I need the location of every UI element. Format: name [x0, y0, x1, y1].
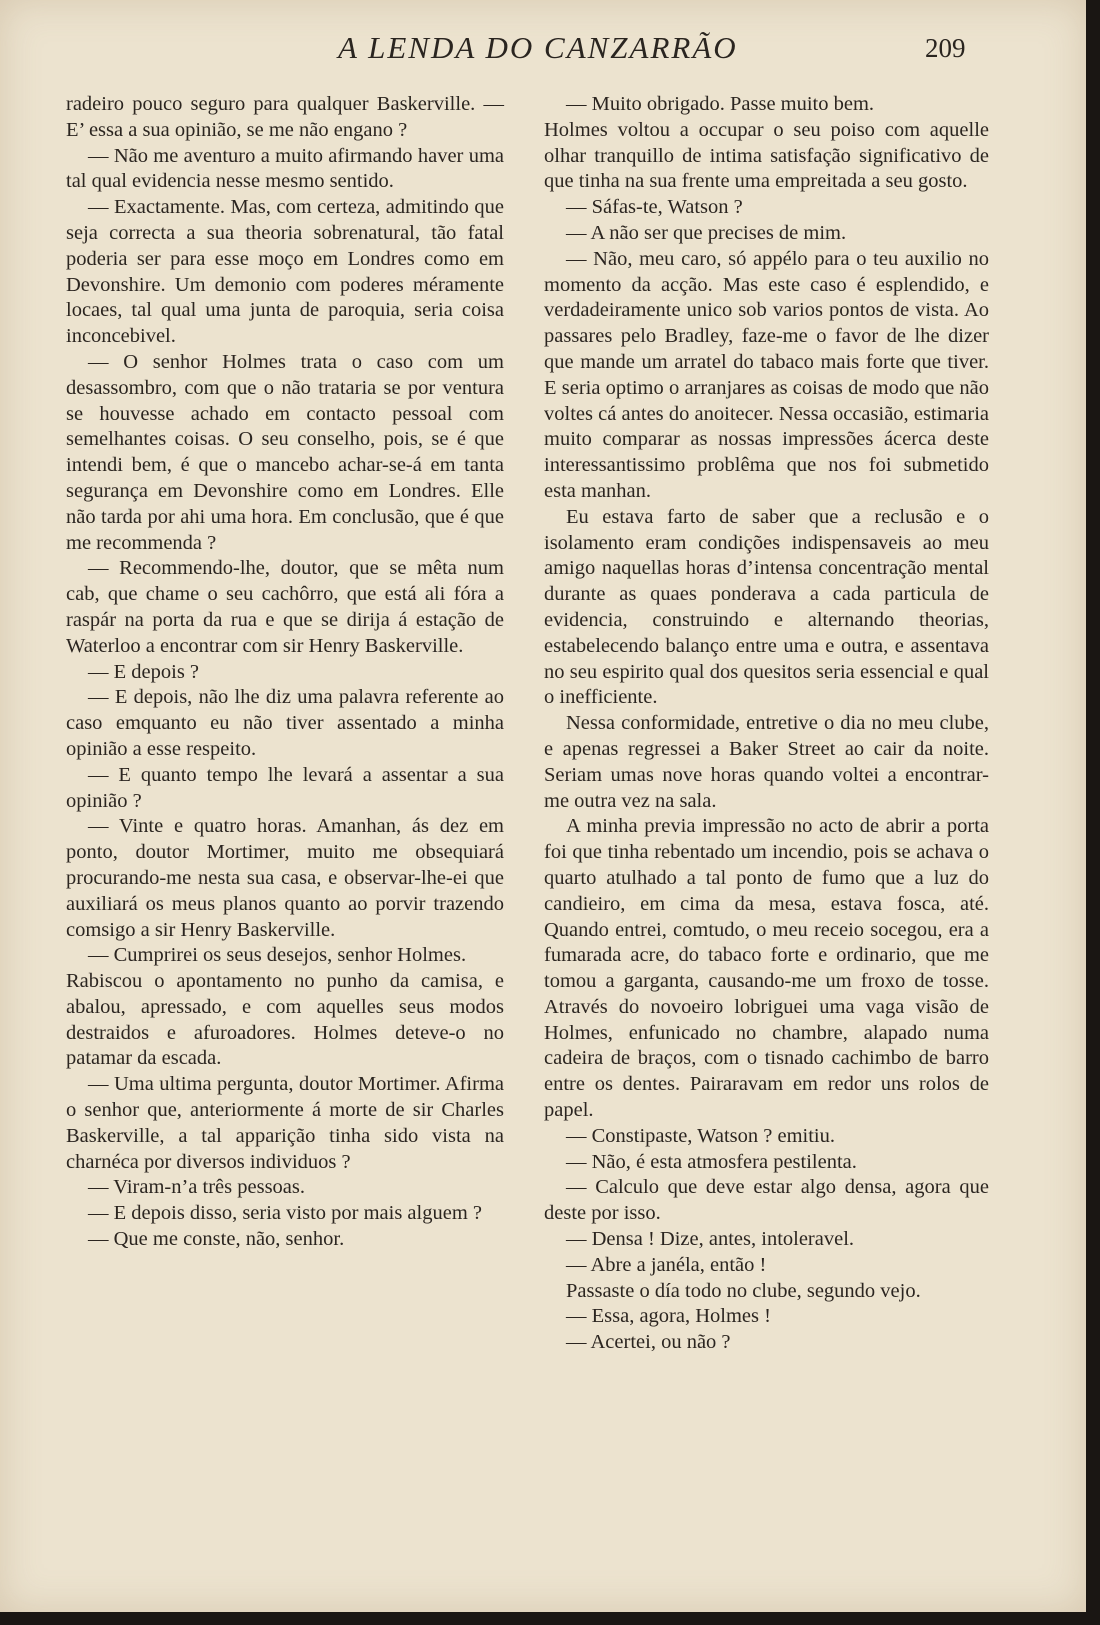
page-number: 209: [925, 33, 966, 63]
left-text-column: [66, 92, 504, 1253]
paragraph: — Exactamente. Mas, com certeza, admitindo que seja correcta a sua theoria sobrenatural, tão fatal poderia ser para esse moço em Londres como em Devonshire. Um demonio com poderes méramente locaes, tal qual uma junta de paroquia, seria coisa inconcebivel.: [66, 196, 504, 348]
paragraph: — Essa, agora, Holmes !: [566, 1305, 771, 1328]
paragraph: — Abre a janéla, então !: [566, 1253, 767, 1276]
paragraph: — Vinte e quatro horas. Amanhan, ás dez em ponto, doutor Mortimer, muito me obsequiará procurando-me nesta sua casa, e observar-lhe-ei que auxiliará os meus planos quanto ao porvir trazendo comsigo a sir Henry Baskerville.: [66, 815, 504, 941]
paragraph: — Cumprirei os seus desejos, senhor Holmes.: [88, 944, 467, 967]
paragraph: — Uma ultima pergunta, doutor Mortimer. Afirma o senhor que, anteriormente á morte de sir Charles Baskerville, a tal apparição tinha sido vista na charnéca por diversos individuos ?: [66, 1073, 504, 1173]
running-title: A LENDA DO CANZARRÃO: [338, 30, 738, 65]
paragraph: Nessa conformidade, entretive o dia no meu clube, e apenas regressei a Baker Street ao cair da noite. Seriam umas nove horas quando voltei a encontrar-me outra vez na sala.: [544, 712, 989, 812]
paragraph: Rabiscou o apontamento no punho da camisa, e abalou, apressado, e com aquelles seus modos destraidos e afuroadores. Holmes deteve-o no patamar da escada.: [66, 970, 504, 1070]
paragraph: — Não, é esta atmosfera pestilenta.: [566, 1150, 857, 1173]
paragraph: radeiro pouco seguro para qualquer Baskerville. — E’ essa a sua opinião, se me não engano ?: [66, 93, 504, 141]
paragraph: Eu estava farto de saber que a reclusão e o isolamento eram condições indispensaveis ao meu amigo naquellas horas d’intensa concentração mental durante as quaes ponderava a cada particula de evidencia, construindo e alternando theorias, estabelecendo balanço entre uma e outra, e assentava no seu espirito qual dos quesitos seria essencial e qual o inefficiente.: [544, 505, 989, 709]
paragraph: — E depois, não lhe diz uma palavra referente ao caso emquanto eu não tiver assentado a minha opinião a esse respeito.: [66, 686, 504, 760]
paragraph: — Viram-n’a três pessoas.: [88, 1176, 306, 1199]
right-text-column: [544, 92, 989, 1356]
paragraph: A minha previa impressão no acto de abrir a porta foi que tinha rebentado um incendio, pois se achava o quarto atulhado a tal ponto de fumo que a luz do candieiro, em cima da mesa, estava fosca, até. Quando entrei, comtudo, o meu receio socegou, era a fumarada acre, do tabaco forte e ordinario, que me tomou a garganta, causando-me um froxo de tosse. Através do novoeiro lobriguei uma vaga visão de Holmes, enfunicado no chambre, alapado numa cadeira de braços, com o tisnado cachimbo de barro entre os dentes. Pairaravam em redor uns rolos de papel.: [544, 815, 989, 1122]
paragraph: — E depois disso, seria visto por mais alguem ?: [88, 1202, 482, 1225]
paragraph: — Sáfas-te, Watson ?: [566, 196, 743, 219]
paragraph: Passaste o día todo no clube, segundo vejo.: [566, 1279, 921, 1302]
paragraph: — Densa ! Dize, antes, intoleravel.: [566, 1228, 855, 1251]
paragraph: — E quanto tempo lhe levará a assentar a sua opinião ?: [66, 763, 504, 812]
paragraph: — Calculo que deve estar algo densa, agora que deste por isso.: [544, 1176, 989, 1225]
paragraph: Holmes voltou a occupar o seu poiso com aquelle olhar tranquillo de intima satisfação significativo de que tinha na sua frente uma empreitada a seu gosto.: [544, 118, 989, 193]
paragraph: — A não ser que precises de mim.: [566, 221, 847, 244]
paragraph: — Não me aventuro a muito afirmando haver uma tal qual evidencia nesse mesmo sentido.: [66, 144, 504, 193]
paragraph: — E depois ?: [88, 660, 200, 683]
paragraph: — Que me conste, não, senhor.: [88, 1228, 345, 1251]
paragraph: — Recommendo-lhe, doutor, que se mêta num cab, que chame o seu cachôrro, que está ali fóra a raspár na porta da rua e que se dirija á estação de Waterloo a encontrar com sir Henry Baskerville.: [66, 557, 504, 657]
paragraph: — O senhor Holmes trata o caso com um desassombro, com que o não trataria se por ventura se houvesse achado em contacto pessoal com semelhantes coisas. O seu conselho, pois, se é que intendi bem, é que o mancebo achar-se-á em tanta segurança em Devonshire como em Londres. Elle não tarda por ahi uma hora. Em conclusão, que é que me recommenda ?: [66, 350, 504, 554]
paragraph: — Muito obrigado. Passe muito bem.: [566, 93, 875, 115]
paragraph: — Não, meu caro, só appélo para o teu auxilio no momento da acção. Mas este caso é esplendido, e verdadeiramente unico sob varios pontos de vista. Ao passares pelo Bradley, faze-me o favor de lhe dizer que mande um arratel do tabaco mais forte que tiver. E seria optimo o arranjares as coisas de modo que não voltes cá antes do anoitecer. Nessa occasião, estimaria muito comparar as nossas impressões ácerca deste interessantissimo problêma que nos foi submetido esta manhan.: [544, 247, 989, 502]
paragraph: — Acertei, ou não ?: [566, 1331, 731, 1354]
paragraph: — Constipaste, Watson ? emitiu.: [566, 1124, 836, 1147]
page-header: [0, 30, 1086, 70]
